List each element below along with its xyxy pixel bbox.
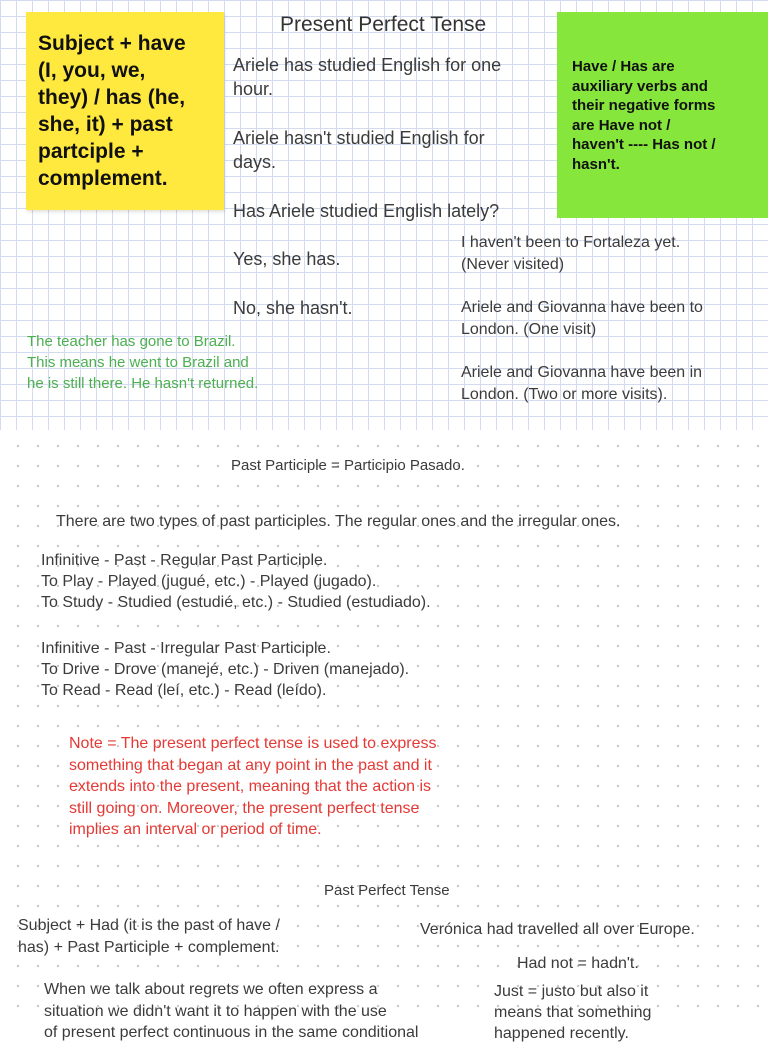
past-perfect-formula xyxy=(18,915,280,958)
example-yes: Yes, she has. xyxy=(233,249,341,269)
example-line: Ariele has studied English for one xyxy=(233,55,502,75)
note-line: happened recently. xyxy=(494,1025,629,1042)
participle-line: To Study - Studied (estudié, etc.) - Studied (estudiado). xyxy=(41,594,431,611)
example-2 xyxy=(233,126,485,174)
just-note xyxy=(494,981,651,1044)
note-line: implies an interval or period of time. xyxy=(69,821,322,838)
example-line: days. xyxy=(233,152,277,172)
auxiliary-line: Have / Has are xyxy=(572,58,675,75)
irregular-participles xyxy=(41,638,409,701)
note-line: means that something xyxy=(494,1004,652,1021)
formula-text xyxy=(38,30,216,192)
note-line: something that began at any point in the past and it xyxy=(69,756,432,774)
note-line: The teacher has gone to Brazil. xyxy=(27,333,236,350)
participle-line: To Play - Played (jugué, etc.) - Played (jugado). xyxy=(41,573,377,590)
auxiliary-line: auxiliary verbs and xyxy=(572,77,708,95)
sticky-note-formula xyxy=(26,12,224,210)
example-line: hour. xyxy=(233,79,274,99)
example-london-in xyxy=(461,362,702,406)
participle-line: Infinitive - Past - Irregular Past Participle. xyxy=(41,640,331,657)
example-fortaleza xyxy=(461,232,680,276)
teacher-note xyxy=(27,331,258,394)
note-line: of present perfect continuous in the same conditional xyxy=(44,1024,419,1041)
formula-line: Subject + have xyxy=(38,32,186,55)
note-line: Note = The present perfect tense is used to express xyxy=(69,735,437,752)
auxiliary-text xyxy=(572,57,758,174)
sticky-note-auxiliary xyxy=(557,12,768,218)
example-line: Ariele and Giovanna have been in xyxy=(461,364,703,381)
auxiliary-line: their negative forms xyxy=(572,97,716,114)
example-1 xyxy=(233,53,501,101)
participle-line: To Read - Read (leí, etc.) - Read (leído). xyxy=(41,682,327,699)
example-line: London. (Two or more visits). xyxy=(461,386,668,403)
past-participle-intro: There are two types of past participles. The regular ones and the irregular ones. xyxy=(56,513,621,530)
note-line: When we talk about regrets we often express a xyxy=(44,981,378,998)
formula-line: complement. xyxy=(38,167,168,190)
formula-line: (I, you, we, xyxy=(38,59,146,82)
example-line: Ariele and Giovanna have been to xyxy=(461,299,703,316)
example-line: (Never visited) xyxy=(461,256,565,273)
regrets-note xyxy=(44,979,418,1044)
example-london-to xyxy=(461,297,703,341)
example-question: Has Ariele studied English lately? xyxy=(233,201,500,221)
past-participle-title: Past Participle = Participio Pasado. xyxy=(231,457,465,474)
participle-line: To Drive - Drove (manejé, etc.) - Driven (manejado). xyxy=(41,661,410,678)
regular-participles xyxy=(41,550,431,613)
past-perfect-title: Past Perfect Tense xyxy=(324,882,450,899)
formula-line: she, it) + past xyxy=(38,113,173,136)
note-line: Just = justo but also it xyxy=(494,983,649,1000)
page-title: Present Perfect Tense xyxy=(280,13,487,36)
note-line: This means he went to Brazil and xyxy=(27,354,249,371)
past-perfect-example: Verónica had travelled all over Europe. xyxy=(420,921,695,938)
auxiliary-line: hasn't. xyxy=(572,155,620,173)
example-no: No, she hasn't. xyxy=(233,298,353,318)
present-perfect-note xyxy=(69,733,436,841)
note-line: he is still there. He hasn't returned. xyxy=(27,375,259,392)
note-line: extends into the present, meaning that the action is xyxy=(69,778,432,795)
example-line: Ariele hasn't studied English for xyxy=(233,128,485,148)
example-line: I haven't been to Fortaleza yet. xyxy=(461,234,681,251)
auxiliary-line: haven't ---- Has not / xyxy=(572,136,716,153)
example-line: London. (One visit) xyxy=(461,321,597,338)
participle-line: Infinitive - Past - Regular Past Participle. xyxy=(41,552,328,569)
auxiliary-line: are Have not / xyxy=(572,116,671,134)
note-line: situation we didn't want it to happen with the use xyxy=(44,1002,387,1020)
past-perfect-contraction: Had not = hadn't. xyxy=(517,955,639,972)
formula-line: has) + Past Participle + complement. xyxy=(18,938,280,956)
formula-line: partciple + xyxy=(38,140,144,163)
formula-line: they) / has (he, xyxy=(38,86,186,109)
note-line: still going on. Moreover, the present perfect tense xyxy=(69,799,420,817)
formula-line: Subject + Had (it is the past of have / xyxy=(18,917,280,934)
